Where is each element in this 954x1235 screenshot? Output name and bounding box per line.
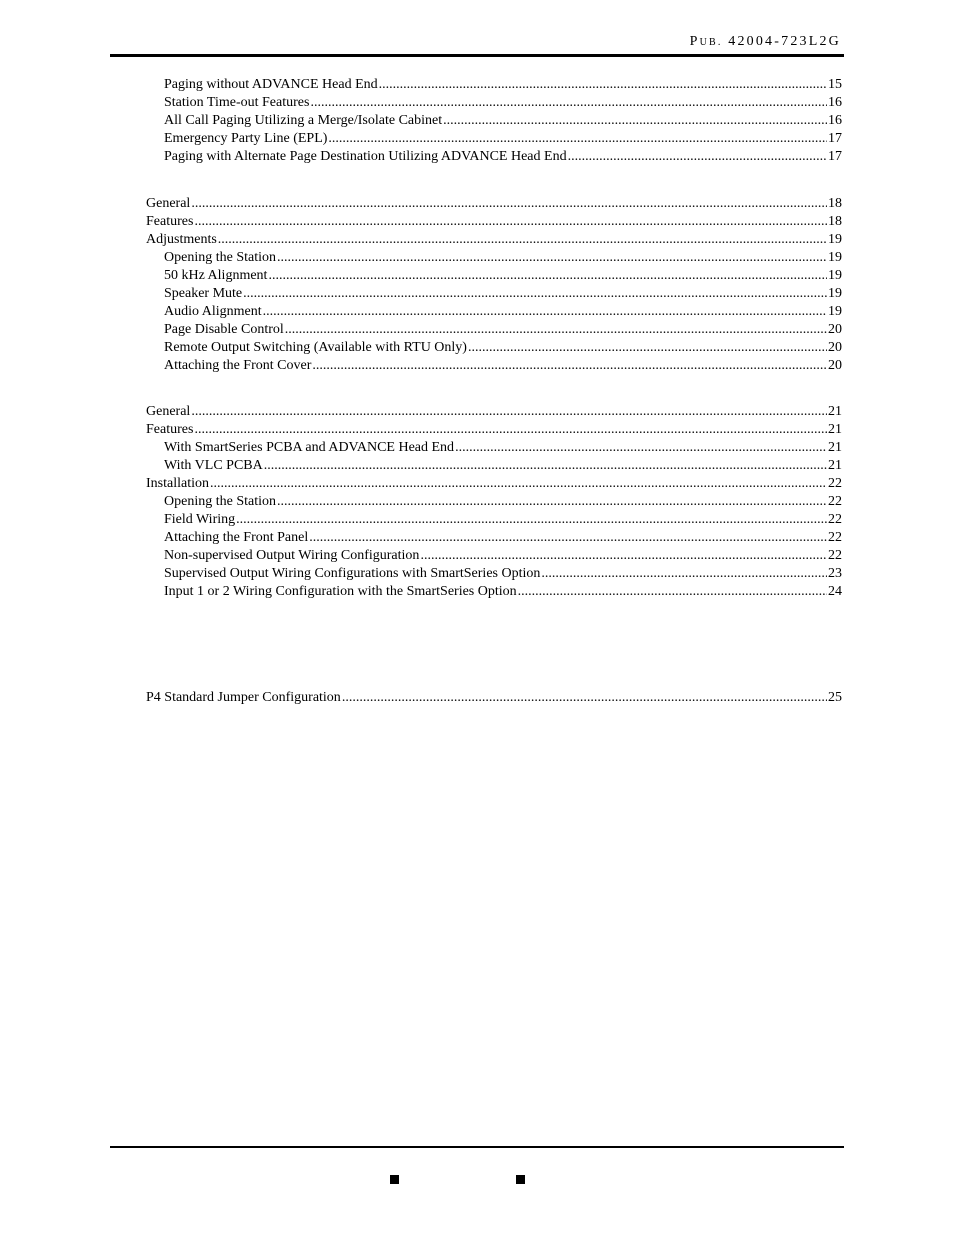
toc-entry-title: Emergency Party Line (EPL) — [164, 131, 328, 146]
pub-number: 42004-723L2G — [722, 34, 841, 49]
toc-entry-page: 21 — [828, 404, 842, 419]
toc-entry[interactable] — [146, 457, 842, 475]
toc-entry-title: All Call Paging Utilizing a Merge/Isolate Cabinet — [164, 113, 443, 128]
toc-entry-page: 20 — [828, 340, 842, 355]
toc-entry[interactable] — [146, 439, 842, 457]
toc-leader-dots — [342, 689, 827, 707]
pub-smallcaps: UB. — [699, 37, 723, 48]
toc-entry-page: 18 — [828, 196, 842, 211]
footer-rule — [110, 1146, 844, 1148]
toc-entry[interactable] — [146, 321, 842, 339]
toc-entry-page: 22 — [828, 494, 842, 509]
toc-leader-dots — [268, 267, 827, 285]
toc-entry[interactable] — [146, 285, 842, 303]
toc-entry-page: 15 — [828, 77, 842, 92]
toc-entry[interactable] — [146, 213, 842, 231]
toc-entry-title: Page Disable Control — [164, 322, 284, 337]
toc-section — [146, 403, 842, 601]
toc-entry-page: 22 — [828, 530, 842, 545]
toc-entry-title: General — [146, 196, 191, 211]
toc-leader-dots — [277, 493, 827, 511]
toc-entry-page: 20 — [828, 358, 842, 373]
toc-section — [146, 689, 842, 707]
header-rule — [110, 54, 844, 57]
toc-entry-title: Input 1 or 2 Wiring Configuration with the SmartSeries Option — [164, 584, 517, 599]
footer-square-left-icon — [390, 1175, 399, 1184]
toc-entry-title: 50 kHz Alignment — [164, 268, 268, 283]
toc-entry-title: Attaching the Front Panel — [164, 530, 309, 545]
toc-entry-title: Paging without ADVANCE Head End — [164, 77, 378, 92]
toc-entry-title: Station Time-out Features — [164, 95, 310, 110]
toc-leader-dots — [243, 285, 827, 303]
toc-leader-dots — [194, 421, 827, 439]
toc-entry[interactable] — [146, 357, 842, 375]
toc-leader-dots — [468, 339, 827, 357]
toc-entry-page: 21 — [828, 458, 842, 473]
toc-entry[interactable] — [146, 76, 842, 94]
toc-entry[interactable] — [146, 267, 842, 285]
toc-entry-page: 25 — [828, 690, 842, 705]
toc-entry[interactable] — [146, 475, 842, 493]
toc-entry-page: 23 — [828, 566, 842, 581]
toc-entry-page: 19 — [828, 304, 842, 319]
toc-entry[interactable] — [146, 403, 842, 421]
toc-leader-dots — [236, 511, 827, 529]
toc-entry[interactable] — [146, 583, 842, 601]
toc-entry-page: 19 — [828, 250, 842, 265]
toc-entry[interactable] — [146, 689, 842, 707]
toc-entry[interactable] — [146, 249, 842, 267]
publication-number — [690, 34, 841, 50]
toc-leader-dots — [264, 457, 827, 475]
toc-entry-page: 18 — [828, 214, 842, 229]
toc-entry[interactable] — [146, 565, 842, 583]
toc-leader-dots — [312, 357, 827, 375]
toc-entry-title: General — [146, 404, 191, 419]
toc-leader-dots — [194, 213, 827, 231]
toc-leader-dots — [455, 439, 827, 457]
toc-entry-title: Attaching the Front Cover — [164, 358, 312, 373]
toc-entry-title: Audio Alignment — [164, 304, 262, 319]
toc-entry[interactable] — [146, 94, 842, 112]
toc-entry-page: 17 — [828, 131, 842, 146]
toc-entry-page: 16 — [828, 113, 842, 128]
toc-leader-dots — [310, 94, 827, 112]
toc-entry-title: Opening the Station — [164, 494, 276, 509]
toc-section — [146, 195, 842, 375]
toc-leader-dots — [541, 565, 827, 583]
toc-entry-page: 22 — [828, 476, 842, 491]
toc-leader-dots — [328, 130, 827, 148]
toc-entry[interactable] — [146, 529, 842, 547]
toc-entry-page: 19 — [828, 232, 842, 247]
toc-entry-title: With VLC PCBA — [164, 458, 263, 473]
toc-entry[interactable] — [146, 511, 842, 529]
toc-entry-title: Remote Output Switching (Available with RTU Only) — [164, 340, 467, 355]
toc-leader-dots — [191, 403, 827, 421]
toc-leader-dots — [443, 112, 827, 130]
toc-entry[interactable] — [146, 547, 842, 565]
toc-entry-title: Adjustments — [146, 232, 217, 247]
toc-entry-title: With SmartSeries PCBA and ADVANCE Head End — [164, 440, 455, 455]
toc-entry-title: Supervised Output Wiring Configurations with SmartSeries Option — [164, 566, 541, 581]
toc-leader-dots — [420, 547, 827, 565]
toc-leader-dots — [210, 475, 827, 493]
toc-entry[interactable] — [146, 148, 842, 166]
toc-entry[interactable] — [146, 195, 842, 213]
toc-entry-page: 20 — [828, 322, 842, 337]
toc-entry-title: Installation — [146, 476, 209, 491]
toc-entry-page: 22 — [828, 512, 842, 527]
toc-entry-page: 21 — [828, 440, 842, 455]
toc-leader-dots — [191, 195, 827, 213]
toc-leader-dots — [277, 249, 827, 267]
toc-entry-page: 17 — [828, 149, 842, 164]
toc-entry-title: Features — [146, 214, 194, 229]
toc-leader-dots — [568, 148, 827, 166]
toc-entry[interactable] — [146, 112, 842, 130]
toc-entry-title: Field Wiring — [164, 512, 236, 527]
toc-entry-page: 22 — [828, 548, 842, 563]
toc-entry[interactable] — [146, 339, 842, 357]
toc-entry-page: 21 — [828, 422, 842, 437]
toc-leader-dots — [218, 231, 827, 249]
toc-entry-title: Features — [146, 422, 194, 437]
toc-leader-dots — [263, 303, 827, 321]
toc-entry-page: 19 — [828, 268, 842, 283]
toc-leader-dots — [285, 321, 827, 339]
footer-square-right-icon — [516, 1175, 525, 1184]
toc-entry-page: 19 — [828, 286, 842, 301]
toc-entry-title: Opening the Station — [164, 250, 276, 265]
pub-prefix: P — [689, 34, 700, 49]
toc-entry[interactable] — [146, 130, 842, 148]
toc-entry[interactable] — [146, 421, 842, 439]
toc-leader-dots — [379, 76, 827, 94]
toc-entry-title: P4 Standard Jumper Configuration — [146, 690, 341, 705]
toc-entry-title: Non-supervised Output Wiring Configuration — [164, 548, 420, 563]
toc-section — [146, 76, 842, 166]
toc-entry-title: Speaker Mute — [164, 286, 243, 301]
toc-entry[interactable] — [146, 231, 842, 249]
toc-entry[interactable] — [146, 303, 842, 321]
toc-entry-page: 16 — [828, 95, 842, 110]
toc-entry-title: Paging with Alternate Page Destination Utilizing ADVANCE Head End — [164, 149, 567, 164]
toc-leader-dots — [309, 529, 827, 547]
toc-leader-dots — [518, 583, 827, 601]
toc-entry[interactable] — [146, 493, 842, 511]
toc-entry-page: 24 — [828, 584, 842, 599]
